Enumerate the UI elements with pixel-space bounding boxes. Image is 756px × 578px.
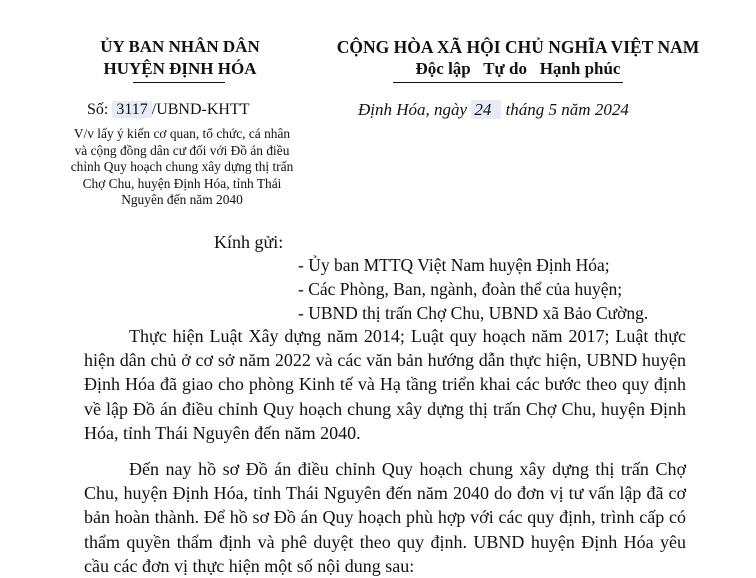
nation-title: CỘNG HÒA XÃ HỘI CHỦ NGHĨA VIỆT NAM — [336, 37, 700, 57]
body-paragraph-1: Thực hiện Luật Xây dựng năm 2014; Luật quy hoạch năm 2017; Luật thực hiện dân chủ ở cơ sở năm 2022 và các văn bản hướng dẫn thực hiện, UBND huyện Định Hóa đã giao cho phòng Kinh tế và Hạ tầng triển khai các bước theo quy định về lập Đồ án điều chỉnh Quy hoạch chung xây dựng thị trấn Chợ Chu, huyện Định Hóa, tỉnh Thái Nguyên đến năm 2040. — [84, 326, 686, 443]
subject-line: chỉnh Quy hoạch chung xây dựng thị trấn — [70, 159, 294, 174]
document-number-suffix: /UBND-KHTT — [151, 101, 250, 118]
date-suffix: tháng 5 năm 2024 — [505, 100, 629, 119]
document-subject — [32, 126, 332, 209]
agency-underline — [133, 82, 225, 83]
subject-line: và cộng đồng dân cư đối với Đồ án điều — [74, 142, 290, 158]
nation-motto: Độc lập Tự do Hạnh phúc — [415, 59, 621, 78]
agency-name-line2: HUYỆN ĐỊNH HÓA — [103, 59, 257, 78]
recipients-label: Kính gửi: — [214, 232, 284, 252]
recipient-item: - Các Phòng, Ban, ngành, đoàn thể của huyện; — [298, 279, 623, 299]
document-date — [358, 100, 629, 120]
body-paragraph-2: Đến nay hồ sơ Đồ án điều chỉnh Quy hoạch chung xây dựng thị trấn Chợ Chu, huyện Định Hóa, tỉnh Thái Nguyên đến năm 2040 do đơn vị tư vấn lập đã cơ bản hoàn thành. Để hồ sơ Đồ án Quy hoạch phù hợp với các quy định, trình cấp có thẩm quyền thẩm định và phê duyệt theo quy định. UBND huyện Định Hóa yêu cầu các đơn vị thực hiện một số nội dung sau: — [84, 459, 686, 576]
subject-line: Nguyên đến năm 2040 — [121, 192, 243, 207]
motto-underline — [393, 82, 623, 83]
nation-header — [312, 36, 724, 80]
subject-line: V/v lấy ý kiến cơ quan, tổ chức, cá nhân — [73, 126, 291, 141]
recipient-item: - Ủy ban MTTQ Việt Nam huyện Định Hóa; — [298, 255, 610, 275]
recipient-item: - UBND thị trấn Chợ Chu, UBND xã Bảo Cường. — [298, 303, 649, 323]
subject-line: Chợ Chu, huyện Định Hóa, tỉnh Thái — [82, 175, 282, 191]
agency-header — [60, 36, 300, 80]
document-number — [87, 101, 250, 119]
date-day: 24 — [471, 100, 501, 119]
document-number-value: 3117 — [112, 101, 151, 118]
document-number-prefix: Số: — [87, 101, 109, 118]
date-prefix: Định Hóa, ngày — [358, 100, 468, 119]
agency-name-line1: ỦY BAN NHÂN DÂN — [100, 37, 260, 56]
recipients-list — [298, 253, 648, 325]
